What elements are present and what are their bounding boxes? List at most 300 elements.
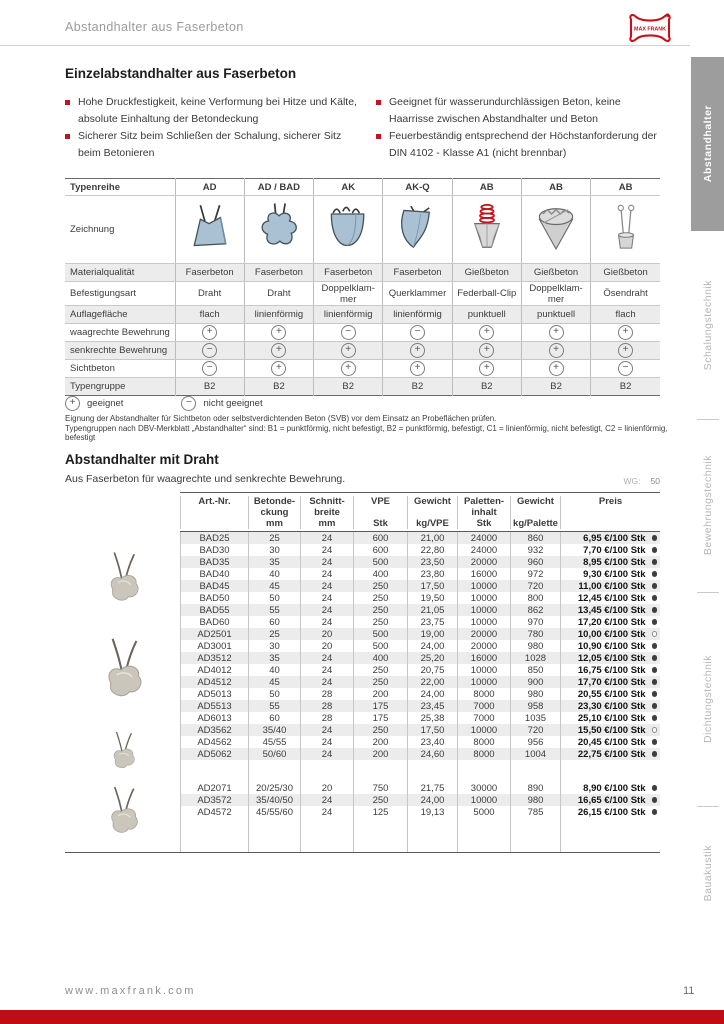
legend-item — [181, 396, 262, 411]
intro-bullets-right — [376, 94, 664, 162]
cell-art-nr: AD5062 — [180, 748, 248, 760]
cell-preis — [560, 736, 660, 748]
row-label: senkrechte Bewehrung — [65, 342, 175, 360]
header-line: Stk — [476, 518, 492, 529]
cell-art-nr: AD5013 — [180, 688, 248, 700]
header-line: kg/VPE — [416, 518, 449, 529]
cell-betondeckung: 45/55 — [248, 736, 300, 748]
cell-schnittbreite: 24 — [300, 532, 353, 544]
cell-art-nr: AD3572 — [180, 794, 248, 806]
cell-value: Gießbeton — [452, 264, 521, 282]
table-row — [180, 782, 660, 794]
product-table-groups — [65, 532, 660, 853]
header-line: Gewicht — [414, 496, 451, 507]
table-row — [180, 688, 660, 700]
table-row — [180, 736, 660, 748]
cell-vpe: 175 — [353, 712, 407, 724]
cell-betondeckung: 40 — [248, 568, 300, 580]
empty-cell — [180, 818, 248, 852]
header-line: mm — [318, 518, 336, 529]
cell-betondeckung: 55 — [248, 700, 300, 712]
cell-art-nr: AD4512 — [180, 676, 248, 688]
header-line: VPE — [370, 496, 390, 507]
cell-paletteninhalt: 10000 — [457, 616, 510, 628]
cell-paletteninhalt: 10000 — [457, 580, 510, 592]
table-row — [180, 532, 660, 544]
price-value: 8,95 €/100 Stk — [583, 556, 646, 568]
row-label: waagrechte Bewehrung — [65, 324, 175, 342]
cell-preis — [560, 806, 660, 818]
empty-cell — [457, 760, 510, 782]
max-frank-logo — [629, 9, 671, 47]
bullet-square-icon — [65, 100, 70, 105]
header-line: kg/Palette — [513, 518, 558, 529]
drawing-row — [65, 196, 660, 264]
cell-paletteninhalt: 20000 — [457, 628, 510, 640]
cell-value — [314, 342, 383, 360]
table-row — [180, 806, 660, 818]
cell-value: flach — [175, 306, 244, 324]
cell-paletteninhalt: 8000 — [457, 748, 510, 760]
type-column-header: AB — [452, 179, 521, 196]
header-line: Paletten- — [463, 496, 505, 507]
cell-betondeckung: 20/25/30 — [248, 782, 300, 794]
cell-art-nr: AD6013 — [180, 712, 248, 724]
availability-dot-filled-icon — [652, 571, 658, 577]
suitability-legend — [65, 396, 263, 411]
type-table-grid — [65, 178, 660, 396]
empty-cell — [353, 818, 407, 852]
cell-vpe: 250 — [353, 794, 407, 806]
bullet-square-icon — [376, 134, 381, 139]
cell-paletteninhalt: 16000 — [457, 652, 510, 664]
bullet-text: Hohe Druckfestigkeit, keine Verformung bei Hitze und Kälte, absolute Einhaltung der Betondeckung — [78, 96, 357, 125]
cell-value — [314, 324, 383, 342]
product-subtitle: Aus Faserbeton für waagrechte und senkrechte Bewehrung. — [65, 473, 346, 485]
type-table-header-row — [65, 179, 660, 196]
intro-bullets-left — [65, 94, 361, 162]
row-label: Zeichnung — [65, 196, 175, 264]
cell-preis — [560, 700, 660, 712]
table-row — [180, 640, 660, 652]
sidebar-item-bewehrungstechnik[interactable] — [691, 419, 724, 592]
empty-cell — [248, 818, 300, 852]
empty-cell — [353, 760, 407, 782]
cell-betondeckung: 45 — [248, 676, 300, 688]
availability-dot-filled-icon — [652, 797, 658, 803]
cell-gewicht-vpe: 23,45 — [407, 700, 457, 712]
cell-value: Doppelklam-mer — [521, 282, 590, 306]
cell-schnittbreite: 24 — [300, 604, 353, 616]
table-row — [180, 604, 660, 616]
header-line: Preis — [598, 496, 623, 507]
cell-value: linienförmig — [244, 306, 313, 324]
cell-value — [175, 342, 244, 360]
cell-gewicht-palette: 890 — [510, 782, 560, 794]
table-row — [180, 592, 660, 604]
cell-schnittbreite: 20 — [300, 782, 353, 794]
cell-art-nr: AD5513 — [180, 700, 248, 712]
cell-schnittbreite: 28 — [300, 700, 353, 712]
header-divider — [0, 45, 690, 46]
availability-dot-open-icon — [652, 727, 658, 733]
empty-cell — [510, 760, 560, 782]
cell-betondeckung: 55 — [248, 604, 300, 616]
cell-vpe: 500 — [353, 640, 407, 652]
price-value: 7,70 €/100 Stk — [583, 544, 646, 556]
cell-gewicht-palette: 972 — [510, 568, 560, 580]
cell-schnittbreite: 24 — [300, 592, 353, 604]
header-cell — [457, 496, 510, 529]
cell-art-nr: AD4562 — [180, 736, 248, 748]
cell-preis — [560, 748, 660, 760]
suitable-plus-icon: + — [410, 343, 425, 358]
cell-gewicht-palette: 800 — [510, 592, 560, 604]
cell-schnittbreite: 24 — [300, 568, 353, 580]
cell-value: Faserbeton — [383, 264, 452, 282]
table-row — [180, 544, 660, 556]
cell-value — [175, 360, 244, 378]
empty-cell — [560, 760, 660, 782]
availability-dot-filled-icon — [652, 809, 658, 815]
cell-paletteninhalt: 16000 — [457, 568, 510, 580]
cell-betondeckung: 45 — [248, 580, 300, 592]
not-suitable-minus-icon: − — [341, 325, 356, 340]
cell-vpe: 500 — [353, 556, 407, 568]
spacer-photo-1 — [65, 542, 180, 622]
bullet-text: Feuerbeständig entsprechend der Höchstanforderung der DIN 4102 - Klasse A1 (nicht brennbar) — [389, 130, 657, 159]
wg-value: 50 — [650, 476, 660, 486]
section-title-einzelabstandhalter: Einzelabstandhalter aus Faserbeton — [65, 66, 297, 81]
empty-cell — [300, 760, 353, 782]
header-line: Betonde- — [253, 496, 296, 507]
type-table-row — [65, 306, 660, 324]
table-row — [180, 568, 660, 580]
cell-preis — [560, 652, 660, 664]
availability-dot-filled-icon — [652, 667, 658, 673]
cell-paletteninhalt: 10000 — [457, 664, 510, 676]
cell-value — [314, 360, 383, 378]
cell-value: Gießbeton — [591, 264, 660, 282]
cell-value: Draht — [175, 282, 244, 306]
sidebar-item-schalungstechnik[interactable] — [691, 231, 724, 419]
cell-vpe: 250 — [353, 616, 407, 628]
header-line: mm — [266, 518, 283, 529]
sidebar-item-label: Bewehrungstechnik — [701, 455, 714, 556]
header-cell — [353, 496, 407, 529]
not-suitable-minus-icon: − — [410, 325, 425, 340]
cell-gewicht-vpe: 24,00 — [407, 640, 457, 652]
footer-url[interactable]: www.maxfrank.com — [65, 985, 196, 997]
cell-schnittbreite: 24 — [300, 616, 353, 628]
cell-schnittbreite: 24 — [300, 748, 353, 760]
cell-betondeckung: 35 — [248, 556, 300, 568]
cell-schnittbreite: 24 — [300, 736, 353, 748]
legend-label: geeignet — [87, 398, 124, 409]
cell-preis — [560, 580, 660, 592]
bullet-item — [65, 94, 361, 128]
sidebar-item-bauakustik[interactable] — [691, 806, 724, 940]
cell-vpe: 600 — [353, 544, 407, 556]
cell-gewicht-vpe: 19,00 — [407, 628, 457, 640]
header-line: inhalt — [471, 507, 497, 518]
cell-preis — [560, 664, 660, 676]
cell-betondeckung: 60 — [248, 616, 300, 628]
cell-gewicht-vpe: 21,00 — [407, 532, 457, 544]
cell-paletteninhalt: 8000 — [457, 688, 510, 700]
cell-gewicht-vpe: 25,20 — [407, 652, 457, 664]
cell-gewicht-vpe: 19,50 — [407, 592, 457, 604]
price-value: 12,05 €/100 Stk — [577, 652, 646, 664]
price-value: 25,10 €/100 Stk — [577, 712, 646, 724]
cell-gewicht-palette: 956 — [510, 736, 560, 748]
suitable-plus-icon: + — [479, 361, 494, 376]
bullet-square-icon — [65, 134, 70, 139]
cell-betondeckung: 35 — [248, 652, 300, 664]
price-value: 17,70 €/100 Stk — [577, 676, 646, 688]
cell-preis — [560, 604, 660, 616]
cell-betondeckung: 25 — [248, 628, 300, 640]
table-row — [180, 580, 660, 592]
cell-paletteninhalt: 10000 — [457, 676, 510, 688]
row-label: Auflagefläche — [65, 306, 175, 324]
product-table-header — [180, 492, 660, 532]
cell-betondeckung: 45/55/60 — [248, 806, 300, 818]
sidebar — [691, 0, 724, 1024]
suitable-plus-icon: + — [271, 343, 286, 358]
availability-dot-filled-icon — [652, 619, 658, 625]
cell-preis — [560, 556, 660, 568]
cell-art-nr: AD4012 — [180, 664, 248, 676]
header-cell — [300, 496, 353, 529]
legend-item — [65, 396, 123, 411]
cell-value: Draht — [244, 282, 313, 306]
sidebar-item-abstandhalter[interactable] — [691, 57, 724, 231]
availability-dot-filled-icon — [652, 715, 658, 721]
spacer-photo-4 — [65, 782, 180, 848]
type-table-row — [65, 378, 660, 396]
availability-dot-filled-icon — [652, 583, 658, 589]
type-column-header: AD / BAD — [244, 179, 313, 196]
cell-preis — [560, 724, 660, 736]
cell-art-nr: BAD25 — [180, 532, 248, 544]
table-row — [180, 556, 660, 568]
sidebar-item-label: Bauakustik — [701, 844, 714, 902]
cell-value: punktuell — [452, 306, 521, 324]
row-label: Materialqualität — [65, 264, 175, 282]
table-row — [180, 724, 660, 736]
cell-value: B2 — [383, 378, 452, 396]
cell-paletteninhalt: 24000 — [457, 532, 510, 544]
type-column-header: AB — [521, 179, 590, 196]
cell-schnittbreite: 24 — [300, 556, 353, 568]
price-value: 10,00 €/100 Stk — [577, 628, 646, 640]
cell-value: Federball-Clip — [452, 282, 521, 306]
suitable-plus-icon: + — [479, 325, 494, 340]
cell-preis — [560, 628, 660, 640]
not-suitable-minus-icon: − — [202, 361, 217, 376]
wg-group-label — [624, 476, 660, 486]
cell-schnittbreite: 24 — [300, 794, 353, 806]
cell-gewicht-palette: 958 — [510, 700, 560, 712]
table-row — [180, 748, 660, 760]
page-header-title: Abstandhalter aus Faserbeton — [65, 20, 244, 34]
footnotes — [65, 414, 671, 443]
cell-value — [591, 342, 660, 360]
type-table-row — [65, 342, 660, 360]
cell-value — [452, 360, 521, 378]
cell-paletteninhalt: 8000 — [457, 736, 510, 748]
cell-art-nr: BAD45 — [180, 580, 248, 592]
header-cell — [407, 496, 457, 529]
cell-gewicht-palette: 862 — [510, 604, 560, 616]
cell-value — [521, 324, 590, 342]
cell-vpe: 400 — [353, 568, 407, 580]
cell-gewicht-palette: 780 — [510, 628, 560, 640]
price-value: 10,90 €/100 Stk — [577, 640, 646, 652]
availability-dot-filled-icon — [652, 751, 658, 757]
bullet-item — [376, 94, 664, 128]
suitable-plus-icon: + — [271, 325, 286, 340]
cell-vpe: 400 — [353, 652, 407, 664]
cell-preis — [560, 676, 660, 688]
cell-preis — [560, 688, 660, 700]
cell-paletteninhalt: 20000 — [457, 640, 510, 652]
bullet-item — [376, 128, 664, 162]
not-suitable-minus-icon: − — [202, 343, 217, 358]
cell-preis — [560, 532, 660, 544]
price-value: 13,45 €/100 Stk — [577, 604, 646, 616]
cell-art-nr: AD3512 — [180, 652, 248, 664]
cell-value: B2 — [244, 378, 313, 396]
cell-preis — [560, 568, 660, 580]
cell-value: Faserbeton — [244, 264, 313, 282]
availability-dot-filled-icon — [652, 691, 658, 697]
cell-value — [591, 360, 660, 378]
bad-draht-icon — [244, 196, 313, 264]
cell-value — [452, 324, 521, 342]
cell-paletteninhalt: 10000 — [457, 794, 510, 806]
cell-value: B2 — [591, 378, 660, 396]
price-value: 26,15 €/100 Stk — [577, 806, 646, 818]
cell-value — [452, 342, 521, 360]
cell-paletteninhalt: 30000 — [457, 782, 510, 794]
footnote-line: Eignung der Abstandhalter für Sichtbeton oder selbstverdichtenden Beton (SVB) vor dem Einsatz an Probeflächen prüfen. — [65, 414, 497, 423]
cell-value — [244, 342, 313, 360]
cell-value: Ösendraht — [591, 282, 660, 306]
header-line: ckung — [260, 507, 289, 518]
cell-gewicht-vpe: 21,05 — [407, 604, 457, 616]
cell-value: Querklammer — [383, 282, 452, 306]
price-value: 16,65 €/100 Stk — [577, 794, 646, 806]
cell-value: Doppelklam-mer — [314, 282, 383, 306]
cell-preis — [560, 640, 660, 652]
availability-dot-filled-icon — [652, 785, 658, 791]
price-value: 22,75 €/100 Stk — [577, 748, 646, 760]
bullet-text: Sicherer Sitz beim Schließen der Schalung, sicherer Sitz beim Betonieren — [78, 130, 342, 159]
cell-paletteninhalt: 10000 — [457, 592, 510, 604]
type-table-corner: Typenreihe — [65, 179, 175, 196]
price-value: 20,45 €/100 Stk — [577, 736, 646, 748]
type-column-header: AD — [175, 179, 244, 196]
table-row — [180, 676, 660, 688]
cell-vpe: 750 — [353, 782, 407, 794]
cell-art-nr: BAD35 — [180, 556, 248, 568]
header-line: Stk — [373, 518, 388, 529]
cell-value — [383, 324, 452, 342]
price-value: 8,90 €/100 Stk — [583, 782, 646, 794]
cell-gewicht-palette: 785 — [510, 806, 560, 818]
cell-value — [383, 342, 452, 360]
price-value: 12,45 €/100 Stk — [577, 592, 646, 604]
price-value: 15,50 €/100 Stk — [577, 724, 646, 736]
cell-betondeckung: 50 — [248, 688, 300, 700]
cell-preis — [560, 592, 660, 604]
suitable-plus-icon: + — [65, 396, 80, 411]
empty-cell — [510, 818, 560, 852]
price-value: 6,95 €/100 Stk — [583, 532, 646, 544]
cell-art-nr: AD2071 — [180, 782, 248, 794]
cell-gewicht-palette: 980 — [510, 640, 560, 652]
cell-gewicht-palette: 980 — [510, 794, 560, 806]
cell-value: Faserbeton — [175, 264, 244, 282]
cell-value: B2 — [314, 378, 383, 396]
cell-vpe: 600 — [353, 532, 407, 544]
sidebar-item-dichtungstechnik[interactable] — [691, 592, 724, 806]
cell-schnittbreite: 24 — [300, 544, 353, 556]
cell-vpe: 250 — [353, 604, 407, 616]
cell-gewicht-vpe: 22,00 — [407, 676, 457, 688]
header-line: Gewicht — [517, 496, 554, 507]
availability-dot-filled-icon — [652, 739, 658, 745]
cell-gewicht-vpe: 23,75 — [407, 616, 457, 628]
suitable-plus-icon: + — [549, 361, 564, 376]
cell-art-nr: AD3562 — [180, 724, 248, 736]
cell-paletteninhalt: 7000 — [457, 712, 510, 724]
cell-betondeckung: 25 — [248, 532, 300, 544]
type-column-header: AK — [314, 179, 383, 196]
type-table-row — [65, 360, 660, 378]
price-value: 11,00 €/100 Stk — [578, 580, 646, 592]
header-cell — [560, 496, 660, 529]
cell-value — [521, 342, 590, 360]
cell-schnittbreite: 24 — [300, 676, 353, 688]
cell-art-nr: BAD50 — [180, 592, 248, 604]
cell-vpe: 200 — [353, 736, 407, 748]
availability-dot-filled-icon — [652, 535, 658, 541]
suitable-plus-icon: + — [618, 325, 633, 340]
cell-art-nr: BAD55 — [180, 604, 248, 616]
cell-gewicht-vpe: 22,80 — [407, 544, 457, 556]
type-column-header: AK-Q — [383, 179, 452, 196]
type-table — [65, 178, 660, 396]
table-row — [180, 700, 660, 712]
header-cell — [180, 496, 248, 529]
price-value: 20,55 €/100 Stk — [577, 688, 646, 700]
availability-dot-filled-icon — [652, 703, 658, 709]
table-row — [180, 794, 660, 806]
cell-gewicht-palette: 900 — [510, 676, 560, 688]
cell-value: flach — [591, 306, 660, 324]
group-filler-row — [180, 818, 660, 852]
suitable-plus-icon: + — [341, 343, 356, 358]
availability-dot-filled-icon — [652, 595, 658, 601]
cell-gewicht-palette: 960 — [510, 556, 560, 568]
cell-art-nr: BAD60 — [180, 616, 248, 628]
cell-gewicht-palette: 720 — [510, 580, 560, 592]
cell-gewicht-vpe: 24,00 — [407, 688, 457, 700]
cell-vpe: 250 — [353, 724, 407, 736]
